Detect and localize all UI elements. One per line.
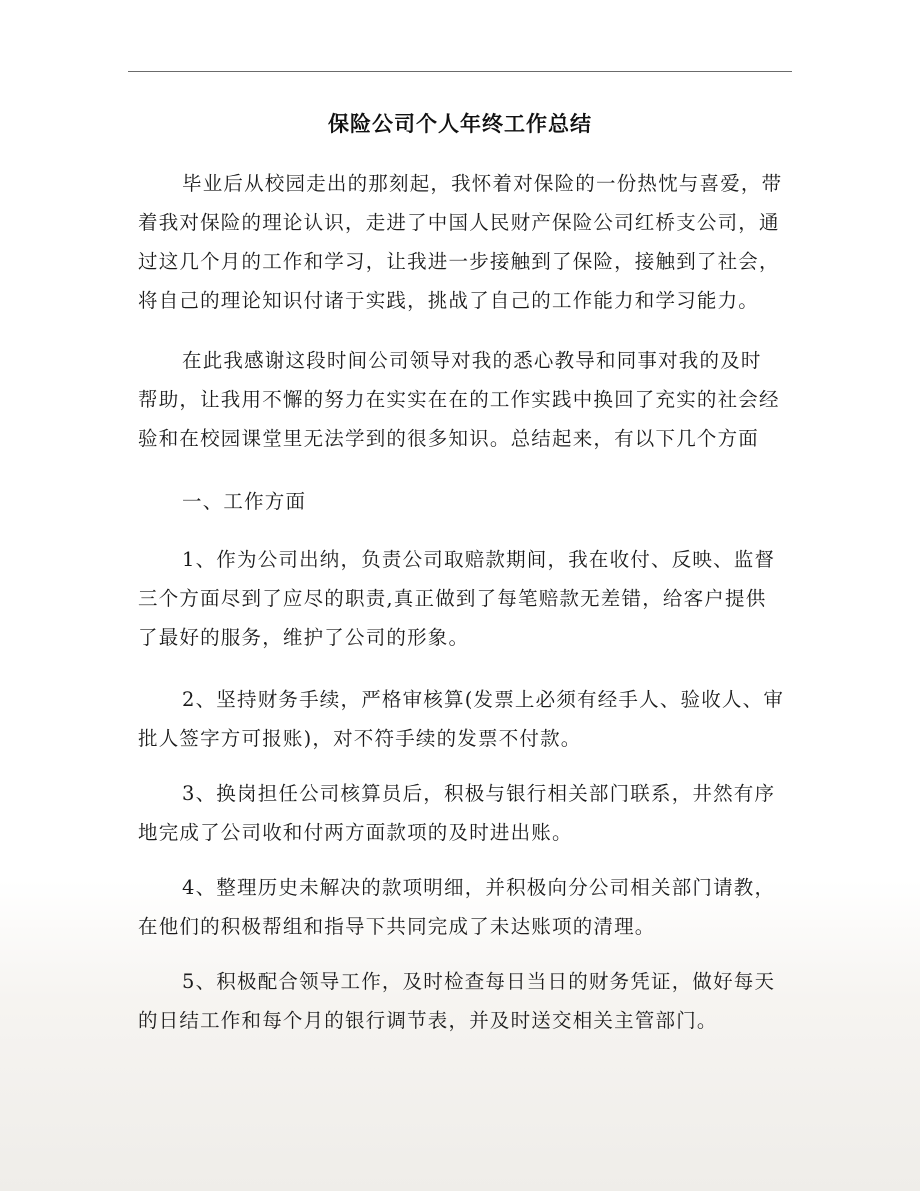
list-item-1 — [138, 540, 798, 657]
list-item-2 — [138, 680, 798, 758]
text-line: 着我对保险的理论认识，走进了中国人民财产保险公司红桥支公司，通 — [138, 211, 780, 234]
text-line: 的日结工作和每个月的银行调节表，并及时送交相关主管部门。 — [138, 1009, 718, 1032]
text-line: 一、工作方面 — [182, 490, 307, 513]
text-line: 将自己的理论知识付诸于实践，挑战了自己的工作能力和学习能力。 — [138, 289, 760, 312]
text-line: 3、换岗担任公司核算员后，积极与银行相关部门联系，井然有序 — [182, 782, 776, 805]
list-item-5 — [138, 962, 798, 1040]
list-item-3 — [138, 774, 798, 852]
text-line: 过这几个月的工作和学习，让我进一步接触到了保险，接触到了社会， — [138, 250, 780, 273]
text-line: 2、坚持财务手续，严格审核算(发票上必须有经手人、验收人、审 — [182, 688, 785, 711]
text-line: 4、整理历史未解决的款项明细，并积极向分公司相关部门请教， — [182, 876, 776, 899]
text-line: 帮助，让我用不懈的努力在实实在在的工作实践中换回了充实的社会经 — [138, 388, 780, 411]
text-line: 验和在校园课堂里无法学到的很多知识。总结起来，有以下几个方面 — [138, 427, 760, 450]
text-line: 在他们的积极帮组和指导下共同完成了未达账项的清理。 — [138, 915, 656, 938]
text-line: 在此我感谢这段时间公司领导对我的悉心教导和同事对我的及时 — [182, 349, 762, 372]
text-line: 三个方面尽到了应尽的职责,真正做到了每笔赔款无差错，给客户提供 — [138, 587, 767, 610]
text-line: 了最好的服务，维护了公司的形象。 — [138, 626, 470, 649]
text-line: 1、作为公司出纳，负责公司取赔款期间，我在收付、反映、监督 — [182, 548, 776, 571]
document-title: 保险公司个人年终工作总结 — [328, 112, 592, 136]
list-item-4 — [138, 868, 798, 946]
section-heading-work — [138, 482, 798, 521]
text-line: 地完成了公司收和付两方面款项的及时进出账。 — [138, 821, 573, 844]
paragraph-thanks — [138, 341, 798, 458]
paragraph-intro — [138, 164, 798, 320]
header-rule — [128, 71, 792, 72]
text-line: 批人签字方可报账)，对不符手续的发票不付款。 — [138, 727, 582, 750]
text-line: 5、积极配合领导工作，及时检查每日当日的财务凭证，做好每天 — [182, 970, 776, 993]
text-line: 毕业后从校园走出的那刻起，我怀着对保险的一份热忱与喜爱，带 — [182, 172, 783, 195]
